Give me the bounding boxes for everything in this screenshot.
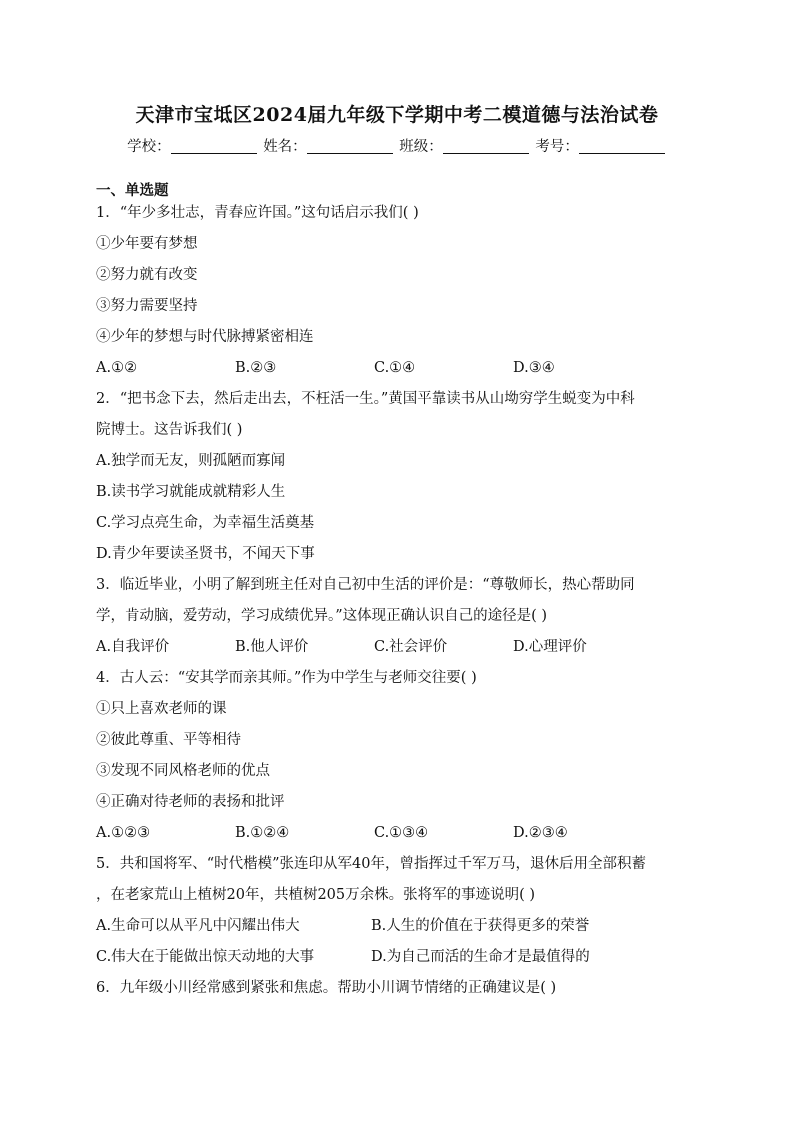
question-2 (96, 384, 706, 570)
question-1 (96, 198, 706, 384)
answer-options-row-1 (96, 911, 706, 942)
statement: ③努力需要坚持 (96, 298, 198, 314)
option-a[interactable]: A.自我评价 (96, 639, 170, 655)
option-c[interactable]: C.伟大在于能做出惊天动地的大事 (96, 949, 315, 965)
option-b[interactable]: B.人生的价值在于获得更多的荣誉 (371, 918, 590, 934)
student-info-row (0, 135, 794, 156)
answer-options (96, 818, 706, 849)
statement: ②彼此尊重、平等相待 (96, 732, 241, 748)
question-3 (96, 570, 706, 663)
field-class-label: 班级： (399, 139, 443, 155)
field-school-label: 学校： (127, 139, 171, 155)
field-exam-number-blank[interactable] (579, 139, 665, 154)
option-a[interactable]: A.①② (96, 360, 138, 376)
answer-options (96, 632, 706, 663)
page-title: 天津市宝坻区2024届九年级下学期中考二模道德与法治试卷 (135, 104, 659, 126)
question-4 (96, 663, 706, 849)
option-a[interactable]: A.独学而无友，则孤陋而寡闻 (96, 453, 286, 469)
question-stem: 6．九年级小川经常感到紧张和焦虑。帮助小川调节情绪的正确建议是( ) (96, 980, 557, 996)
option-b[interactable]: B.①②④ (235, 825, 290, 841)
option-d[interactable]: D.②③④ (513, 825, 568, 841)
answer-options-row-2 (96, 942, 706, 973)
question-stem: 2．“把书念下去，然后走出去，不枉活一生。”黄国平靠读书从山坳穷学生蜕变为中科 (96, 391, 635, 407)
option-b[interactable]: B.②③ (235, 360, 277, 376)
option-a[interactable]: A.生命可以从平凡中闪耀出伟大 (96, 918, 300, 934)
option-b[interactable]: B.读书学习就能成就精彩人生 (96, 484, 286, 500)
statement: ④少年的梦想与时代脉搏紧密相连 (96, 329, 314, 345)
option-d[interactable]: D.心理评价 (513, 639, 587, 655)
option-d[interactable]: D.为自己而活的生命才是最值得的 (371, 949, 590, 965)
question-stem-continued: ，在老家荒山上植树20年，共植树205万余株。张将军的事迹说明( ) (96, 887, 536, 903)
option-c[interactable]: C.学习点亮生命，为幸福生活奠基 (96, 515, 315, 531)
statement: ④正确对待老师的表扬和批评 (96, 794, 285, 810)
question-stem-continued: 学，肯动脑，爱劳动，学习成绩优异。”这体现正确认识自己的途径是( ) (96, 608, 548, 624)
statement: ②努力就有改变 (96, 267, 198, 283)
field-class-blank[interactable] (443, 139, 529, 154)
option-d[interactable]: D.③④ (513, 360, 555, 376)
option-c[interactable]: C.①③④ (374, 825, 429, 841)
section-title: 一、单选题 (96, 182, 169, 199)
question-5 (96, 849, 706, 973)
option-c[interactable]: C.①④ (374, 360, 416, 376)
question-list (96, 178, 706, 1004)
question-stem-continued: 院博士。这告诉我们( ) (96, 422, 243, 438)
statement: ①少年要有梦想 (96, 236, 198, 252)
question-stem: 3．临近毕业，小明了解到班主任对自己初中生活的评价是：“尊敬师长，热心帮助同 (96, 577, 635, 593)
question-6 (96, 973, 706, 1004)
statement: ③发现不同风格老师的优点 (96, 763, 270, 779)
field-school-blank[interactable] (171, 139, 257, 154)
option-b[interactable]: B.他人评价 (235, 639, 309, 655)
answer-options (96, 353, 706, 384)
question-stem: 5．共和国将军、“时代楷模”张连印从军40年，曾指挥过千军万马，退休后用全部积蓄 (96, 856, 646, 872)
question-stem: 1．“年少多壮志，青春应许国。”这句话启示我们( ) (96, 205, 419, 221)
field-exam-number-label: 考号： (535, 139, 579, 155)
field-name-label: 姓名： (263, 139, 307, 155)
option-d[interactable]: D.青少年要读圣贤书，不闻天下事 (96, 546, 315, 562)
option-a[interactable]: A.①②③ (96, 825, 151, 841)
statement: ①只上喜欢老师的课 (96, 701, 227, 717)
question-stem: 4．古人云：“安其学而亲其师。”作为中学生与老师交往要( ) (96, 670, 477, 686)
option-c[interactable]: C.社会评价 (374, 639, 448, 655)
field-name-blank[interactable] (307, 139, 393, 154)
